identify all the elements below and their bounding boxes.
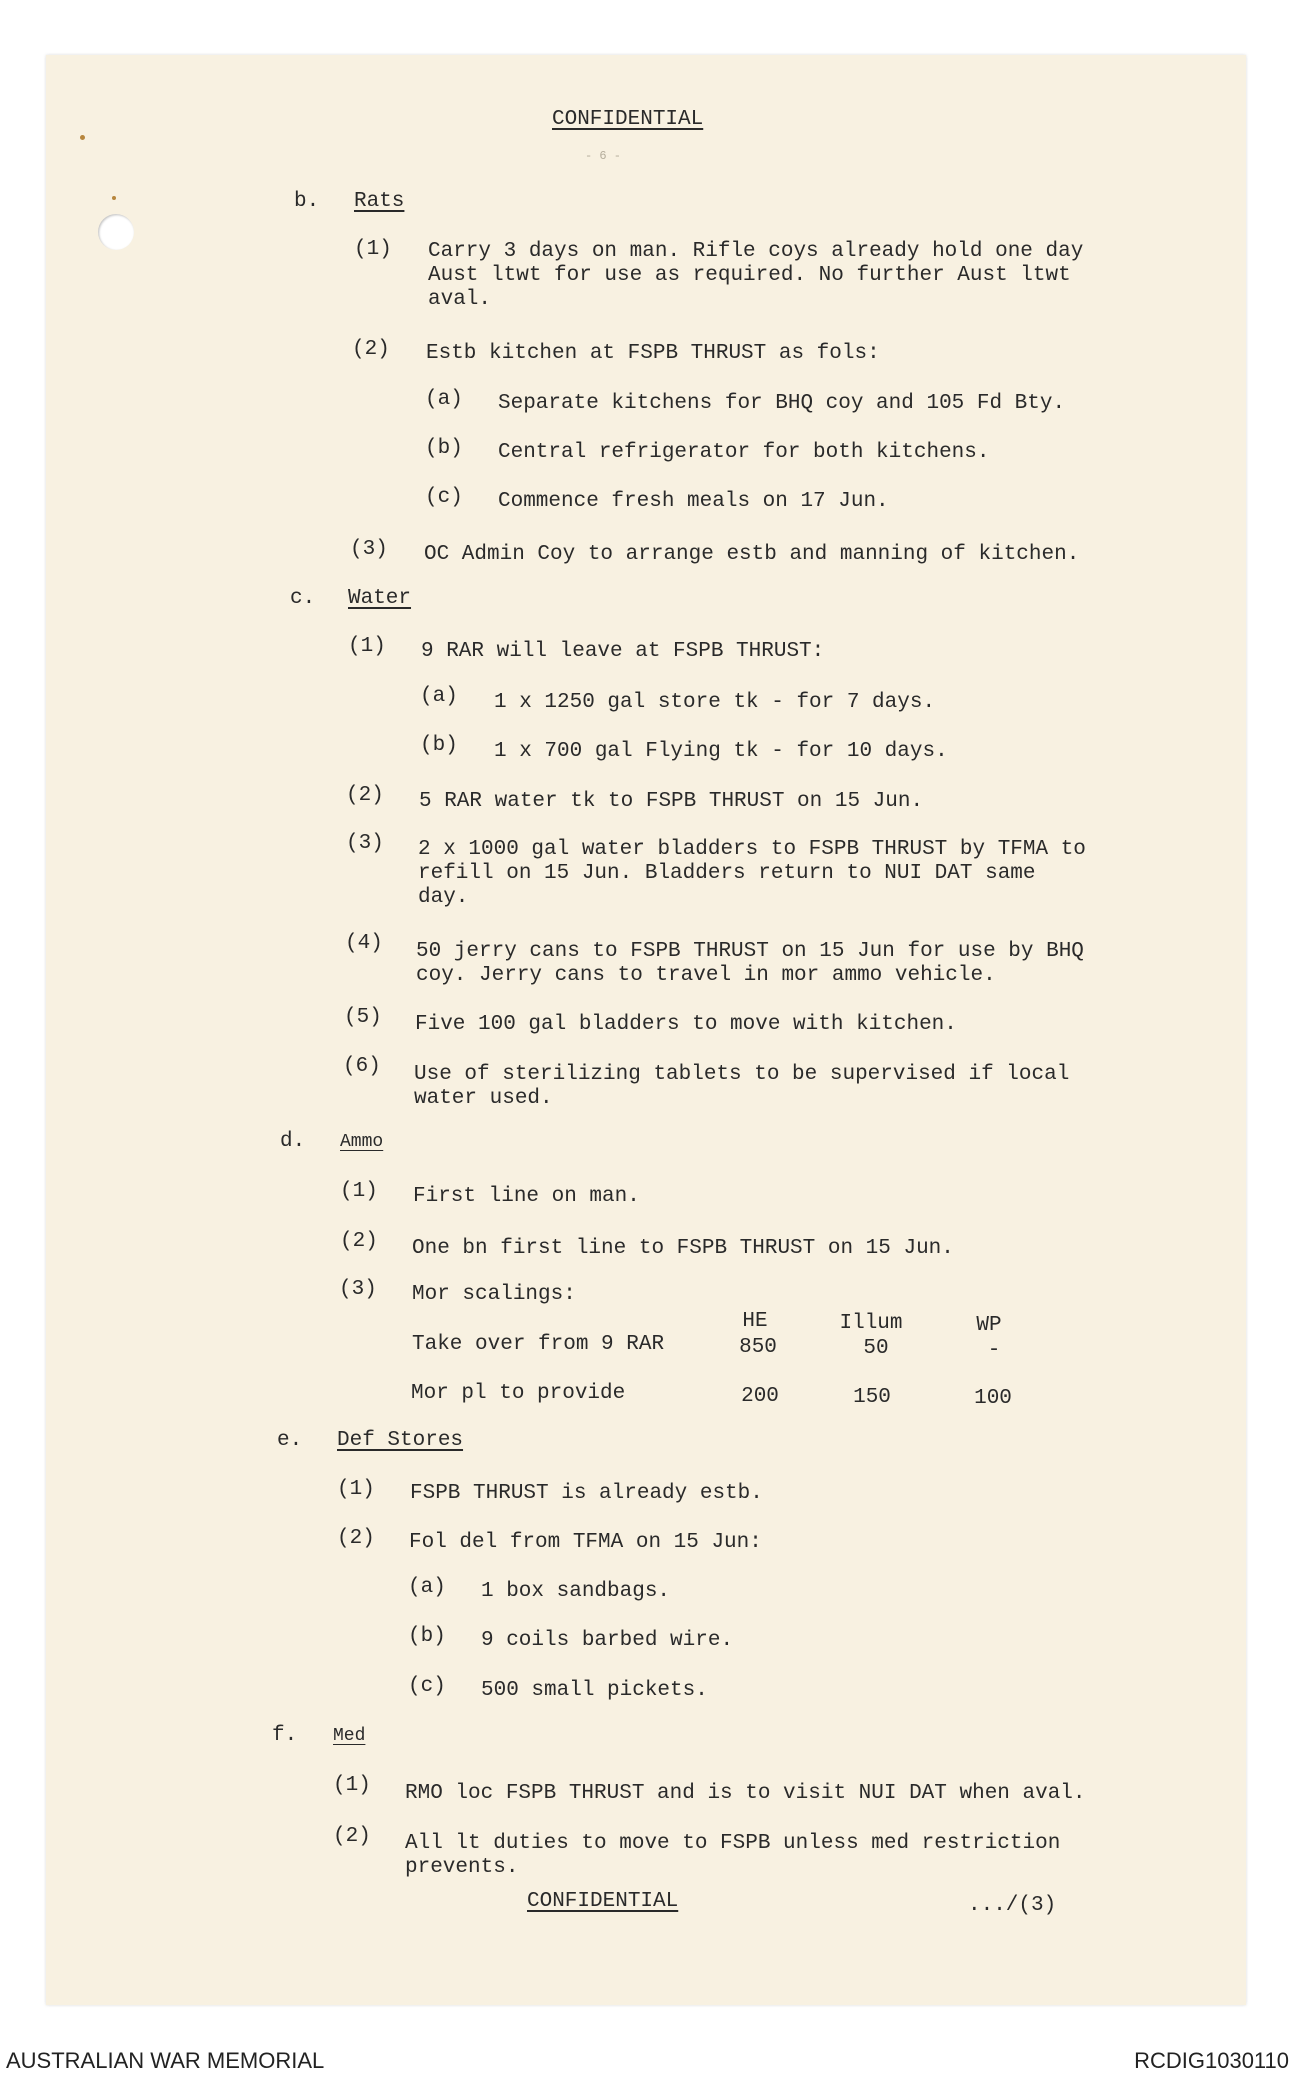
header-classification: CONFIDENTIAL xyxy=(552,108,704,131)
item-text: FSPB THRUST is already estb. xyxy=(410,1482,763,1505)
item-text: 5 RAR water tk to FSPB THRUST on 15 Jun. xyxy=(419,790,924,813)
item-number: (4) xyxy=(345,932,383,955)
subitem-number: (c) xyxy=(425,486,463,509)
item-text: First line on man. xyxy=(413,1185,640,1208)
footer-classification: CONFIDENTIAL xyxy=(527,1890,679,1913)
subitem-text: Central refrigerator for both kitchens. xyxy=(498,441,990,464)
item-text: Carry 3 days on man. Rifle coys already hold one day Aust ltwt for use as required. No further Aust ltwt aval. xyxy=(428,240,1084,311)
item-text: 50 jerry cans to FSPB THRUST on 15 Jun for use by BHQ coy. Jerry cans to travel in mor ammo vehicle. xyxy=(416,940,1084,987)
item-text: All lt duties to move to FSPB unless med restriction prevents. xyxy=(405,1832,1061,1879)
punch-hole xyxy=(98,214,134,250)
table-cell: - xyxy=(987,1339,1001,1362)
section-c-title: Water xyxy=(348,587,412,610)
subitem-text: 1 x 1250 gal store tk - for 7 days. xyxy=(494,691,936,714)
table-cell: 150 xyxy=(853,1386,891,1409)
subitem-number: (b) xyxy=(425,437,463,460)
item-number: (5) xyxy=(344,1006,382,1029)
item-number: (6) xyxy=(343,1055,381,1078)
item-number: (2) xyxy=(352,338,390,361)
item-number: (2) xyxy=(333,1825,371,1848)
item-number: (3) xyxy=(346,832,384,855)
table-cell: 100 xyxy=(974,1387,1012,1410)
subitem-text: Separate kitchens for BHQ coy and 105 Fd Bty. xyxy=(498,392,1066,415)
section-d-letter: d. xyxy=(280,1130,306,1153)
item-text: Use of sterilizing tablets to be supervised if local water used. xyxy=(414,1063,1070,1110)
item-text: Fol del from TFMA on 15 Jun: xyxy=(409,1531,762,1554)
section-b-letter: b. xyxy=(294,190,320,213)
item-number: (1) xyxy=(348,635,386,658)
table-header-he: HE xyxy=(742,1310,768,1333)
table-header-wp: WP xyxy=(976,1314,1002,1337)
table-row-label: Mor pl to provide xyxy=(411,1382,626,1405)
table-row-label: Take over from 9 RAR xyxy=(412,1333,665,1356)
item-number: (2) xyxy=(346,784,384,807)
subitem-number: (a) xyxy=(420,685,458,708)
subitem-number: (c) xyxy=(408,1675,446,1698)
continuation-marker: .../(3) xyxy=(968,1894,1057,1917)
subitem-number: (a) xyxy=(408,1576,446,1599)
section-c-letter: c. xyxy=(290,587,316,610)
item-text: One bn first line to FSPB THRUST on 15 Jun. xyxy=(412,1237,954,1260)
section-e-letter: e. xyxy=(277,1429,303,1452)
subitem-text: 1 box sandbags. xyxy=(481,1580,671,1603)
item-number: (3) xyxy=(339,1278,377,1301)
subitem-number: (b) xyxy=(408,1625,446,1648)
archive-institution: AUSTRALIAN WAR MEMORIAL xyxy=(6,2048,325,2073)
section-b-title: Rats xyxy=(354,190,405,213)
item-number: (1) xyxy=(337,1478,375,1501)
subitem-text: 9 coils barbed wire. xyxy=(481,1629,734,1652)
archive-footer xyxy=(0,2040,1297,2082)
subitem-number: (b) xyxy=(420,734,458,757)
item-text: 9 RAR will leave at FSPB THRUST: xyxy=(421,640,825,663)
table-cell: 850 xyxy=(739,1336,777,1359)
item-number: (2) xyxy=(337,1527,375,1550)
item-text: RMO loc FSPB THRUST and is to visit NUI DAT when aval. xyxy=(405,1782,1086,1805)
section-d-title: Ammo xyxy=(340,1132,384,1152)
item-number: (1) xyxy=(340,1180,378,1203)
item-number: (3) xyxy=(350,538,388,561)
page-number: - 6 - xyxy=(585,149,622,163)
subitem-text: 1 x 700 gal Flying tk - for 10 days. xyxy=(494,740,948,763)
paper-stain xyxy=(80,135,85,140)
item-number: (2) xyxy=(340,1230,378,1253)
table-header-illum: Illum xyxy=(839,1312,903,1335)
subitem-text: Commence fresh meals on 17 Jun. xyxy=(498,490,889,513)
paper-stain xyxy=(112,196,116,200)
item-number: (1) xyxy=(354,238,392,261)
table-cell: 50 xyxy=(863,1337,889,1360)
item-text: Mor scalings: xyxy=(412,1283,576,1306)
subitem-number: (a) xyxy=(425,388,463,411)
table-cell: 200 xyxy=(741,1385,779,1408)
archive-catalogue-id: RCDIG1030110 xyxy=(1134,2048,1289,2073)
item-text: OC Admin Coy to arrange estb and manning of kitchen. xyxy=(424,543,1080,566)
item-text: Five 100 gal bladders to move with kitchen. xyxy=(415,1013,957,1036)
section-f-letter: f. xyxy=(272,1724,298,1747)
section-e-title: Def Stores xyxy=(337,1429,464,1452)
item-number: (1) xyxy=(333,1774,371,1797)
item-text: Estb kitchen at FSPB THRUST as fols: xyxy=(426,342,880,365)
section-f-title: Med xyxy=(333,1726,366,1746)
item-text: 2 x 1000 gal water bladders to FSPB THRUST by TFMA to refill on 15 Jun. Bladders return to NUI DAT same day. xyxy=(418,838,1086,909)
subitem-text: 500 small pickets. xyxy=(481,1679,708,1702)
